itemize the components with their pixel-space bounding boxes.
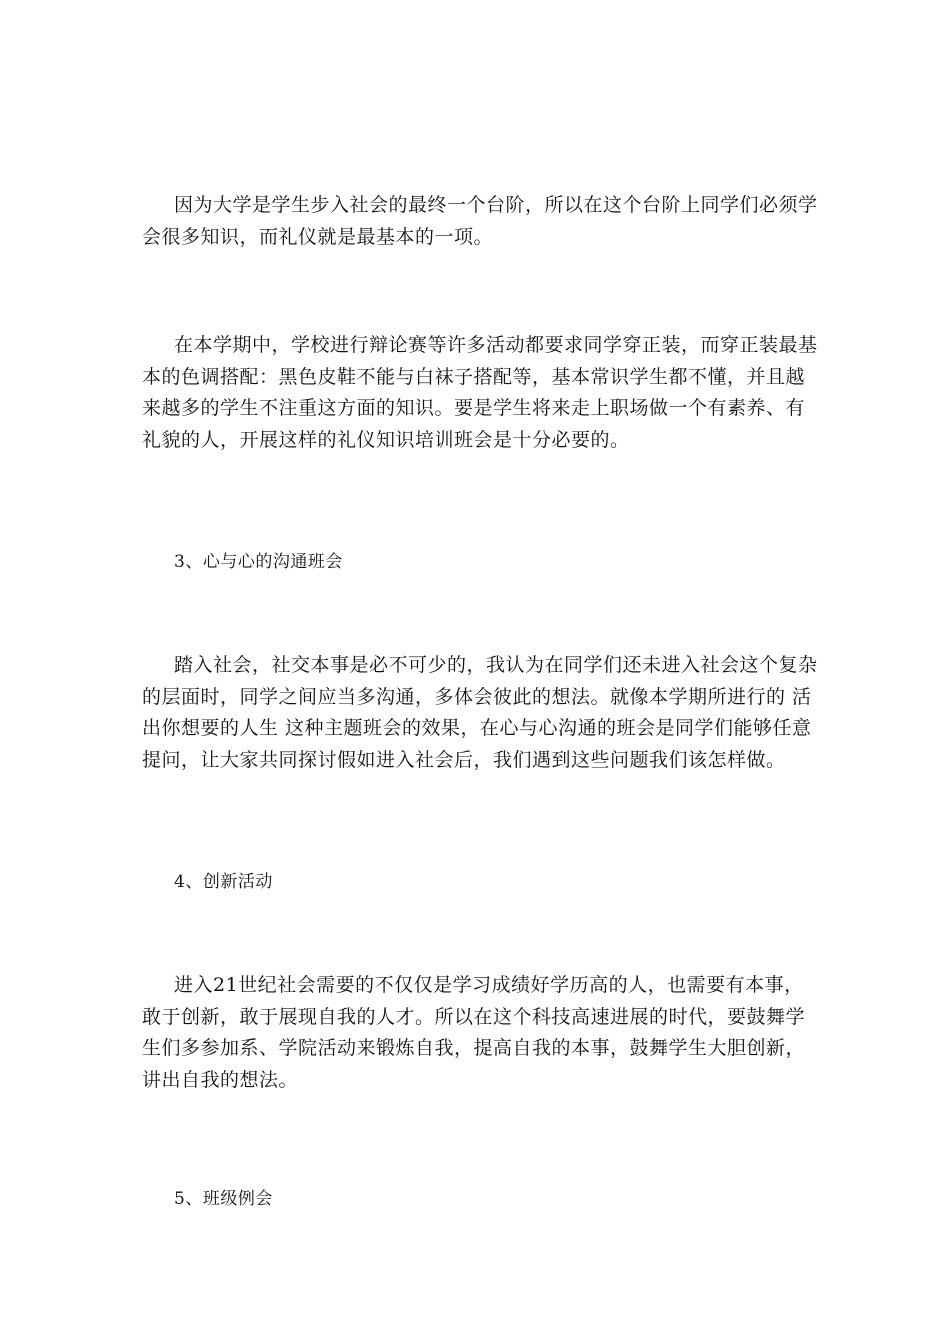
paragraph-line: 进入21世纪社会需要的不仅仅是学习成绩好学历高的人，也需要有本事， [174, 974, 804, 996]
paragraph-line: 在本学期中，学校进行辩论赛等许多活动都要求同学穿正装，而穿正装最基 [174, 334, 818, 356]
section-heading-class-meeting: 5、班级例会 [174, 1189, 273, 1209]
paragraph-line: 因为大学是学生步入社会的最终一个台阶，所以在这个台阶上同学们必须学 [174, 194, 818, 216]
paragraph-communication [142, 650, 818, 776]
section-heading-communication: 3、心与心的沟通班会 [174, 552, 343, 572]
paragraph-line: 本的色调搭配：黑色皮鞋不能与白袜子搭配等，基本常识学生都不懂，并且越 [142, 365, 806, 388]
paragraph-line: 的层面时，同学之间应当多沟通，多体会彼此的想法。就像本学期所进行的 活 [142, 685, 812, 708]
paragraph-line: 会很多知识，而礼仪就是最基本的一项。 [142, 225, 494, 248]
paragraph-line: 生们多参加系、学院活动来锻炼自我，提高自我的本事，鼓舞学生大胆创新， [142, 1037, 806, 1059]
paragraph-etiquette-intro [142, 190, 818, 253]
paragraph-line: 来越多的学生不注重这方面的知识。要是学生将来走上职场做一个有素养、有 [142, 397, 806, 419]
paragraph-line: 踏入社会，社交本事是必不可少的，我认为在同学们还未进入社会这个复杂 [174, 654, 818, 676]
paragraph-line: 礼貌的人，开展这样的礼仪知识培训班会是十分必要的。 [142, 428, 630, 451]
section-heading-innovation: 4、创新活动 [174, 872, 273, 892]
paragraph-line: 提问，让大家共同探讨假如进入社会后，我们遇到这些问题我们该怎样做。 [142, 748, 786, 771]
paragraph-etiquette-detail [142, 330, 818, 456]
paragraph-innovation [142, 970, 805, 1096]
paragraph-line: 讲出自我的想法。 [142, 1068, 299, 1091]
paragraph-line: 敢于创新，敢于展现自我的人才。所以在这个科技高速进展的时代，要鼓舞学 [142, 1005, 806, 1028]
paragraph-line: 出你想要的人生 这种主题班会的效果，在心与心沟通的班会是同学们能够任意 [142, 717, 812, 739]
